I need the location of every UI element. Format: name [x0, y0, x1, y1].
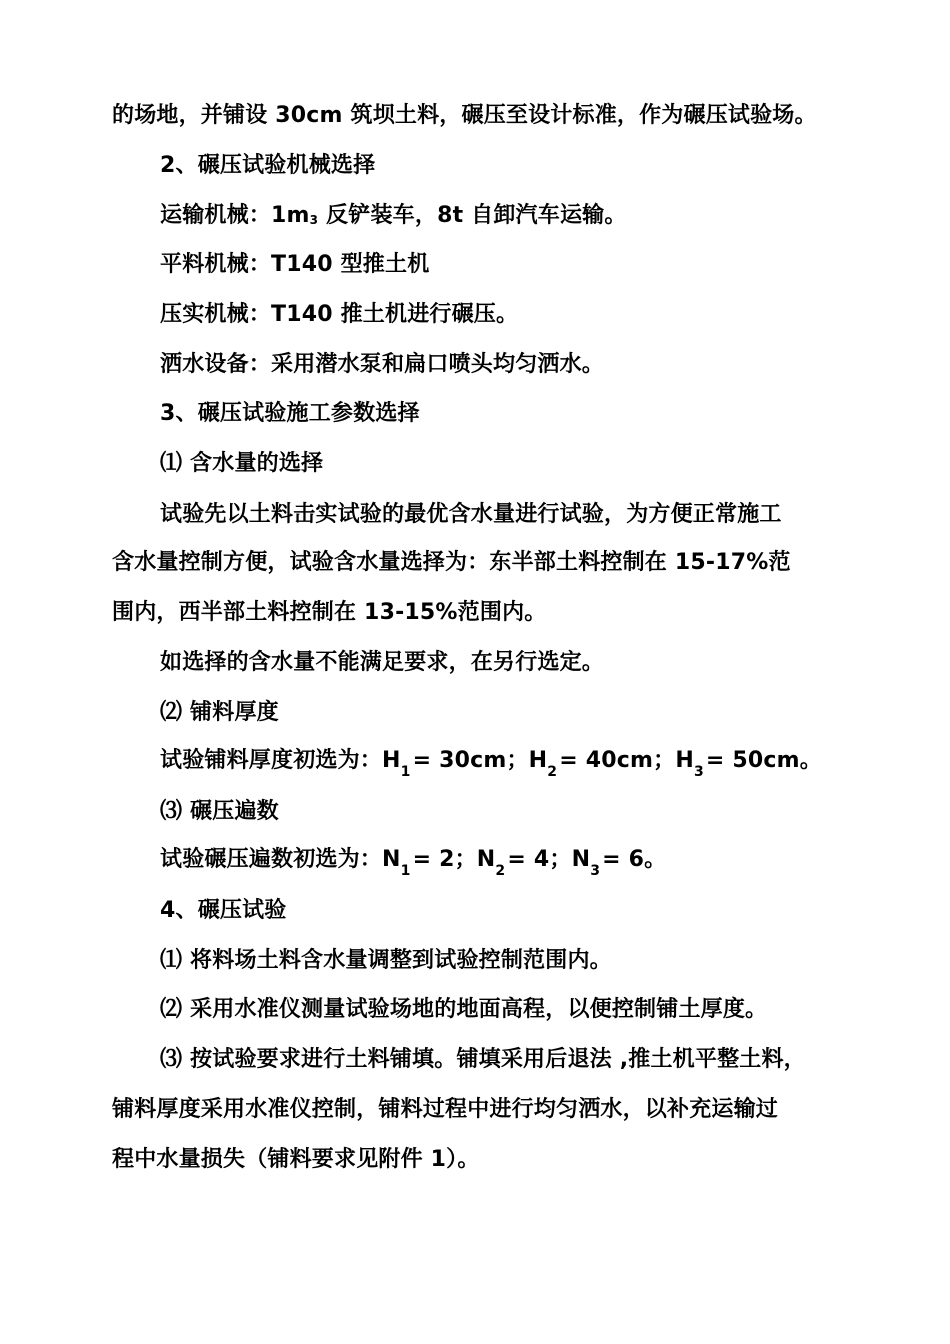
text-run: 反铲装车，8t 自卸汽车运输。 — [318, 203, 627, 228]
symbol-h1: H — [382, 748, 401, 773]
paragraph-line: 试验先以土料击实试验的最优含水量进行试验，为方便正常施工 — [160, 502, 782, 527]
paragraph-line: 围内，西半部土料控制在 13-15%范围内。 — [112, 600, 547, 625]
thickness-line — [160, 746, 850, 778]
section-heading: 4、碾压试验 — [160, 898, 287, 923]
paragraph-line: 如选择的含水量不能满足要求，在另行选定。 — [160, 650, 605, 675]
subscript: 3 — [309, 213, 319, 227]
symbol-h2: H — [528, 748, 548, 773]
paragraph-line — [160, 201, 850, 233]
symbol-n1: N — [382, 847, 401, 872]
subsection-heading: ⑶ 碾压遍数 — [160, 799, 279, 824]
subscript: 1 — [400, 764, 411, 780]
subscript: 2 — [547, 764, 558, 780]
value-h3: = 50cm。 — [705, 748, 822, 773]
symbol-n3: N — [571, 847, 591, 872]
text-run: 运输机械：1m — [160, 203, 310, 228]
paragraph-line: 平料机械：T140 型推土机 — [160, 252, 430, 277]
paragraph-line: 铺料厚度采用水准仪控制，铺料过程中进行均匀洒水，以补充运输过 — [112, 1097, 779, 1122]
symbol-h3: H — [675, 748, 694, 773]
value-n1: = 2； — [412, 847, 477, 872]
subscript: 2 — [495, 863, 506, 879]
paragraph-line: ⑶ 按试验要求进行土料铺填。铺填采用后退法 ,推土机平整土料， — [160, 1047, 806, 1072]
value-h2: = 40cm； — [559, 748, 676, 773]
subscript: 3 — [590, 863, 601, 879]
subscript: 3 — [693, 764, 704, 780]
paragraph-line: 的场地，并铺设 30cm 筑坝土料，碾压至设计标准，作为碾压试验场。 — [112, 103, 817, 128]
subsection-heading: ⑵ 铺料厚度 — [160, 700, 279, 725]
text-run: 试验碾压遍数初选为： — [160, 847, 383, 872]
paragraph-line: 压实机械：T140 推土机进行碾压。 — [160, 302, 519, 327]
paragraph-line: 洒水设备：采用潜水泵和扁口喷头均匀洒水。 — [160, 352, 605, 377]
value-n2: = 4； — [507, 847, 572, 872]
paragraph-line: 程中水量损失（铺料要求见附件 1）。 — [112, 1147, 480, 1172]
text-run: 试验铺料厚度初选为： — [160, 748, 383, 773]
paragraph-line: 含水量控制方便，试验含水量选择为：东半部土料控制在 15-17%范 — [112, 550, 791, 575]
symbol-n2: N — [476, 847, 496, 872]
value-h1: = 30cm； — [412, 748, 529, 773]
section-heading: 3、碾压试验施工参数选择 — [160, 401, 420, 426]
paragraph-line: ⑴ 将料场土料含水量调整到试验控制范围内。 — [160, 948, 612, 973]
paragraph-line: ⑵ 采用水准仪测量试验场地的地面高程，以便控制铺土厚度。 — [160, 997, 768, 1022]
section-heading: 2、碾压试验机械选择 — [160, 153, 376, 178]
subsection-heading: ⑴ 含水量的选择 — [160, 451, 324, 476]
subscript: 1 — [400, 863, 411, 879]
value-n3: = 6。 — [602, 847, 667, 872]
passes-line — [160, 845, 850, 877]
